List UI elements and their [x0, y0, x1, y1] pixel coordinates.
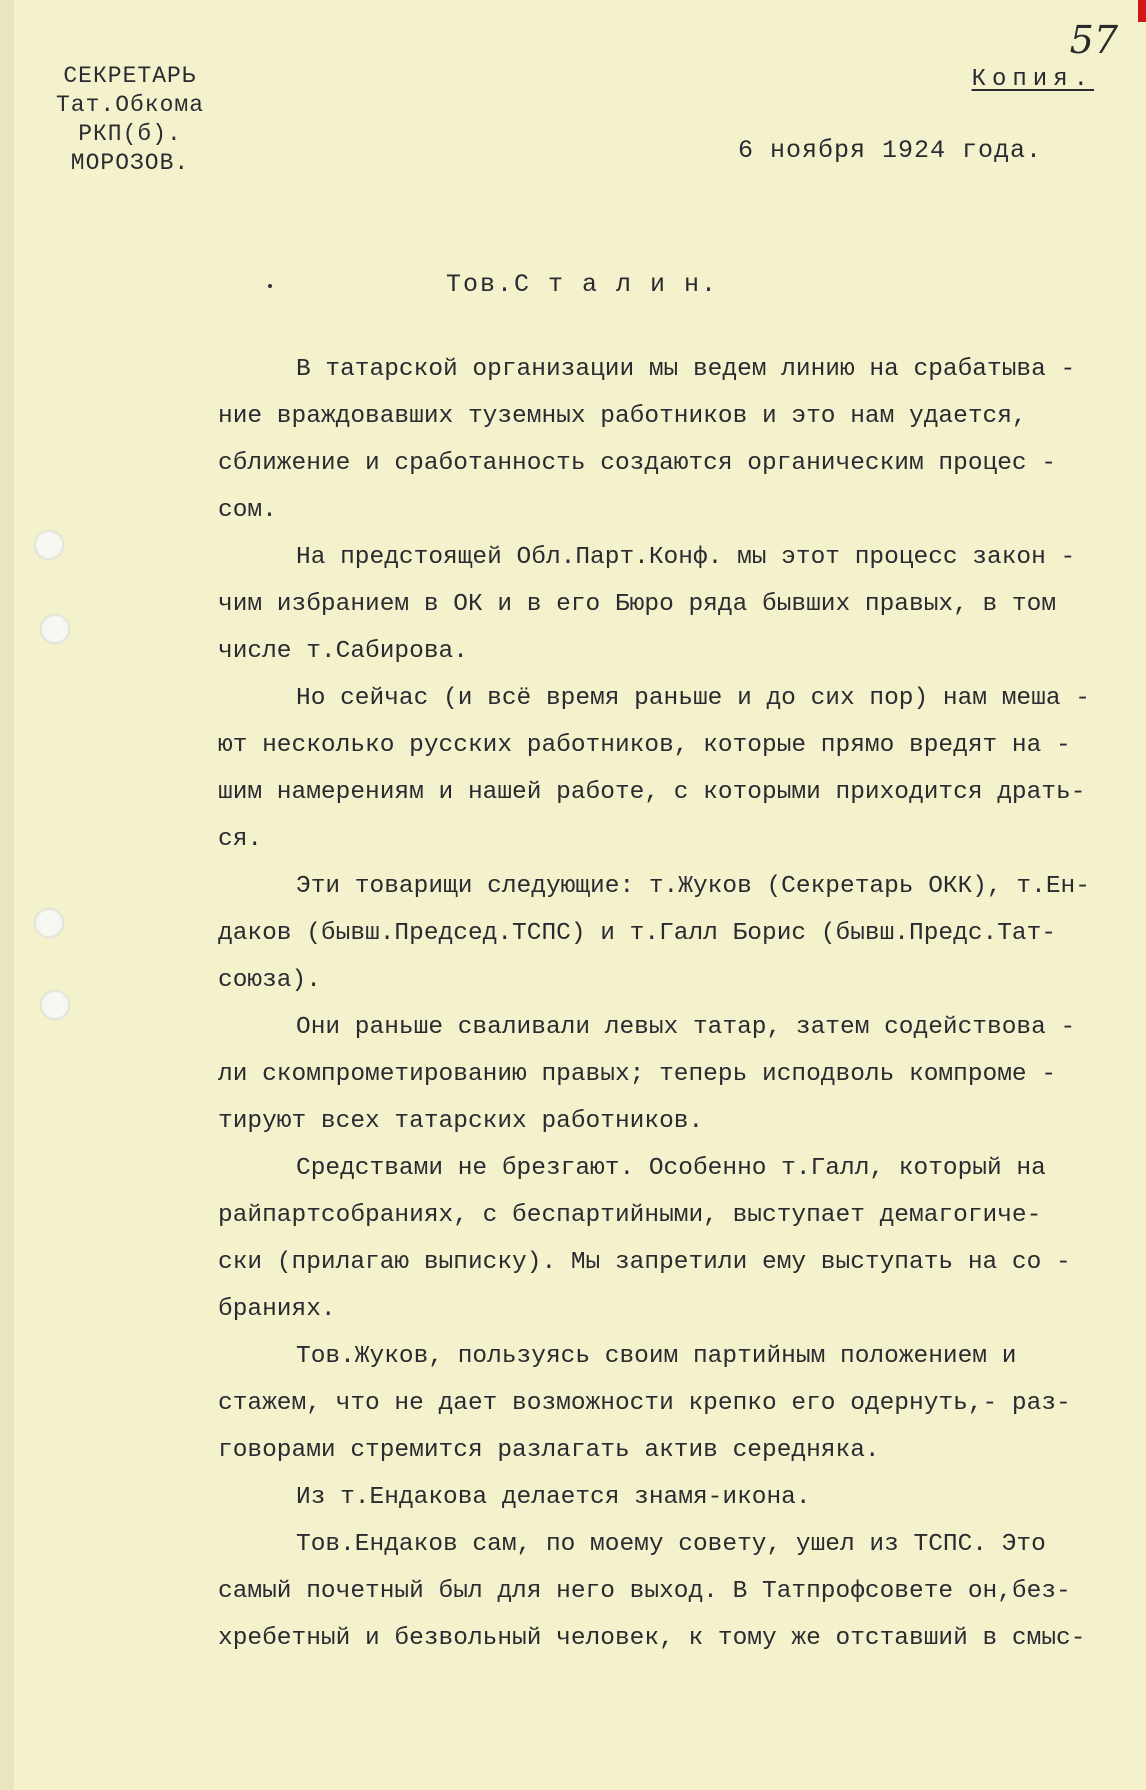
punch-hole — [40, 990, 70, 1020]
text-line: тируют всех татарских работников. — [218, 1108, 704, 1135]
sender-line: РКП(б). — [78, 121, 182, 147]
text-line: ли скомпрометированию правых; теперь исподволь компроме - — [218, 1061, 1057, 1088]
text-line: ют несколько русских работников, которые прямо вредят на - — [218, 732, 1071, 759]
text-line: самый почетный был для него выход. В Татпрофсовете он,без- — [218, 1578, 1071, 1605]
sender-line: СЕКРЕТАРЬ — [63, 63, 197, 89]
text-line: сближение и сработанность создаются органическим процес - — [218, 450, 1057, 477]
text-line: шим намерениям и нашей работе, с которыми приходится драть- — [218, 779, 1086, 806]
document-date: 6 ноября 1924 года. — [738, 136, 1043, 165]
text-line: райпартсобраниях, с беспартийными, выступает демагогиче- — [218, 1202, 1042, 1229]
text-line: говорами стремится разлагать актив середняка. — [218, 1437, 880, 1464]
text-line: На предстоящей Обл.Парт.Конф. мы этот процесс закон - — [296, 544, 1076, 571]
text-line: Тов.Ендаков сам, по моему совету, ушел из ТСПС. Это — [296, 1531, 1046, 1558]
ink-dot — [268, 284, 272, 288]
text-line: Эти товарищи следующие: т.Жуков (Секретарь ОКК), т.Ен- — [296, 873, 1090, 900]
punch-hole — [40, 614, 70, 644]
text-line: Они раньше сваливали левых татар, затем содействова - — [296, 1014, 1076, 1041]
text-line: даков (бывш.Председ.ТСПС) и т.Галл Борис (бывш.Предс.Тат- — [218, 920, 1057, 947]
salutation: Тов.С т а л и н. — [446, 270, 719, 299]
text-line: союза). — [218, 967, 321, 994]
text-line: хребетный и безвольный человек, к тому же отставший в смыс- — [218, 1625, 1086, 1652]
corner-mark — [1138, 0, 1146, 22]
text-line: Тов.Жуков, пользуясь своим партийным положением и — [296, 1343, 1017, 1370]
text-line: чим избранием в ОК и в его Бюро ряда бывших правых, в том — [218, 591, 1057, 618]
punch-hole — [34, 530, 64, 560]
text-line: Средствами не брезгают. Особенно т.Галл, который на — [296, 1155, 1046, 1182]
copy-label: Копия. — [971, 66, 1094, 93]
letter-body — [218, 346, 1122, 1662]
page-number: 57 — [1069, 18, 1118, 62]
sender-line: Тат.Обкома — [55, 92, 205, 118]
text-line: стажем, что не дает возможности крепко его одернуть,- раз- — [218, 1390, 1071, 1417]
sender-block — [40, 62, 220, 178]
text-line: Из т.Ендакова делается знамя-икона. — [296, 1484, 811, 1511]
text-line: числе т.Сабирова. — [218, 638, 468, 665]
text-line: ние враждовавших туземных работников и это нам удается, — [218, 403, 1027, 430]
text-line: ски (прилагаю выписку). Мы запретили ему выступать на со - — [218, 1249, 1071, 1276]
text-line: Но сейчас (и всё время раньше и до сих пор) нам меша - — [296, 685, 1090, 712]
text-line: В татарской организации мы ведем линию на срабатыва - — [296, 356, 1076, 383]
text-line: браниях. — [218, 1296, 336, 1323]
text-line: ся. — [218, 826, 263, 853]
sender-line: МОРОЗОВ. — [70, 150, 190, 176]
text-line: сом. — [218, 497, 277, 524]
punch-hole — [34, 908, 64, 938]
page-edge — [0, 0, 14, 1790]
